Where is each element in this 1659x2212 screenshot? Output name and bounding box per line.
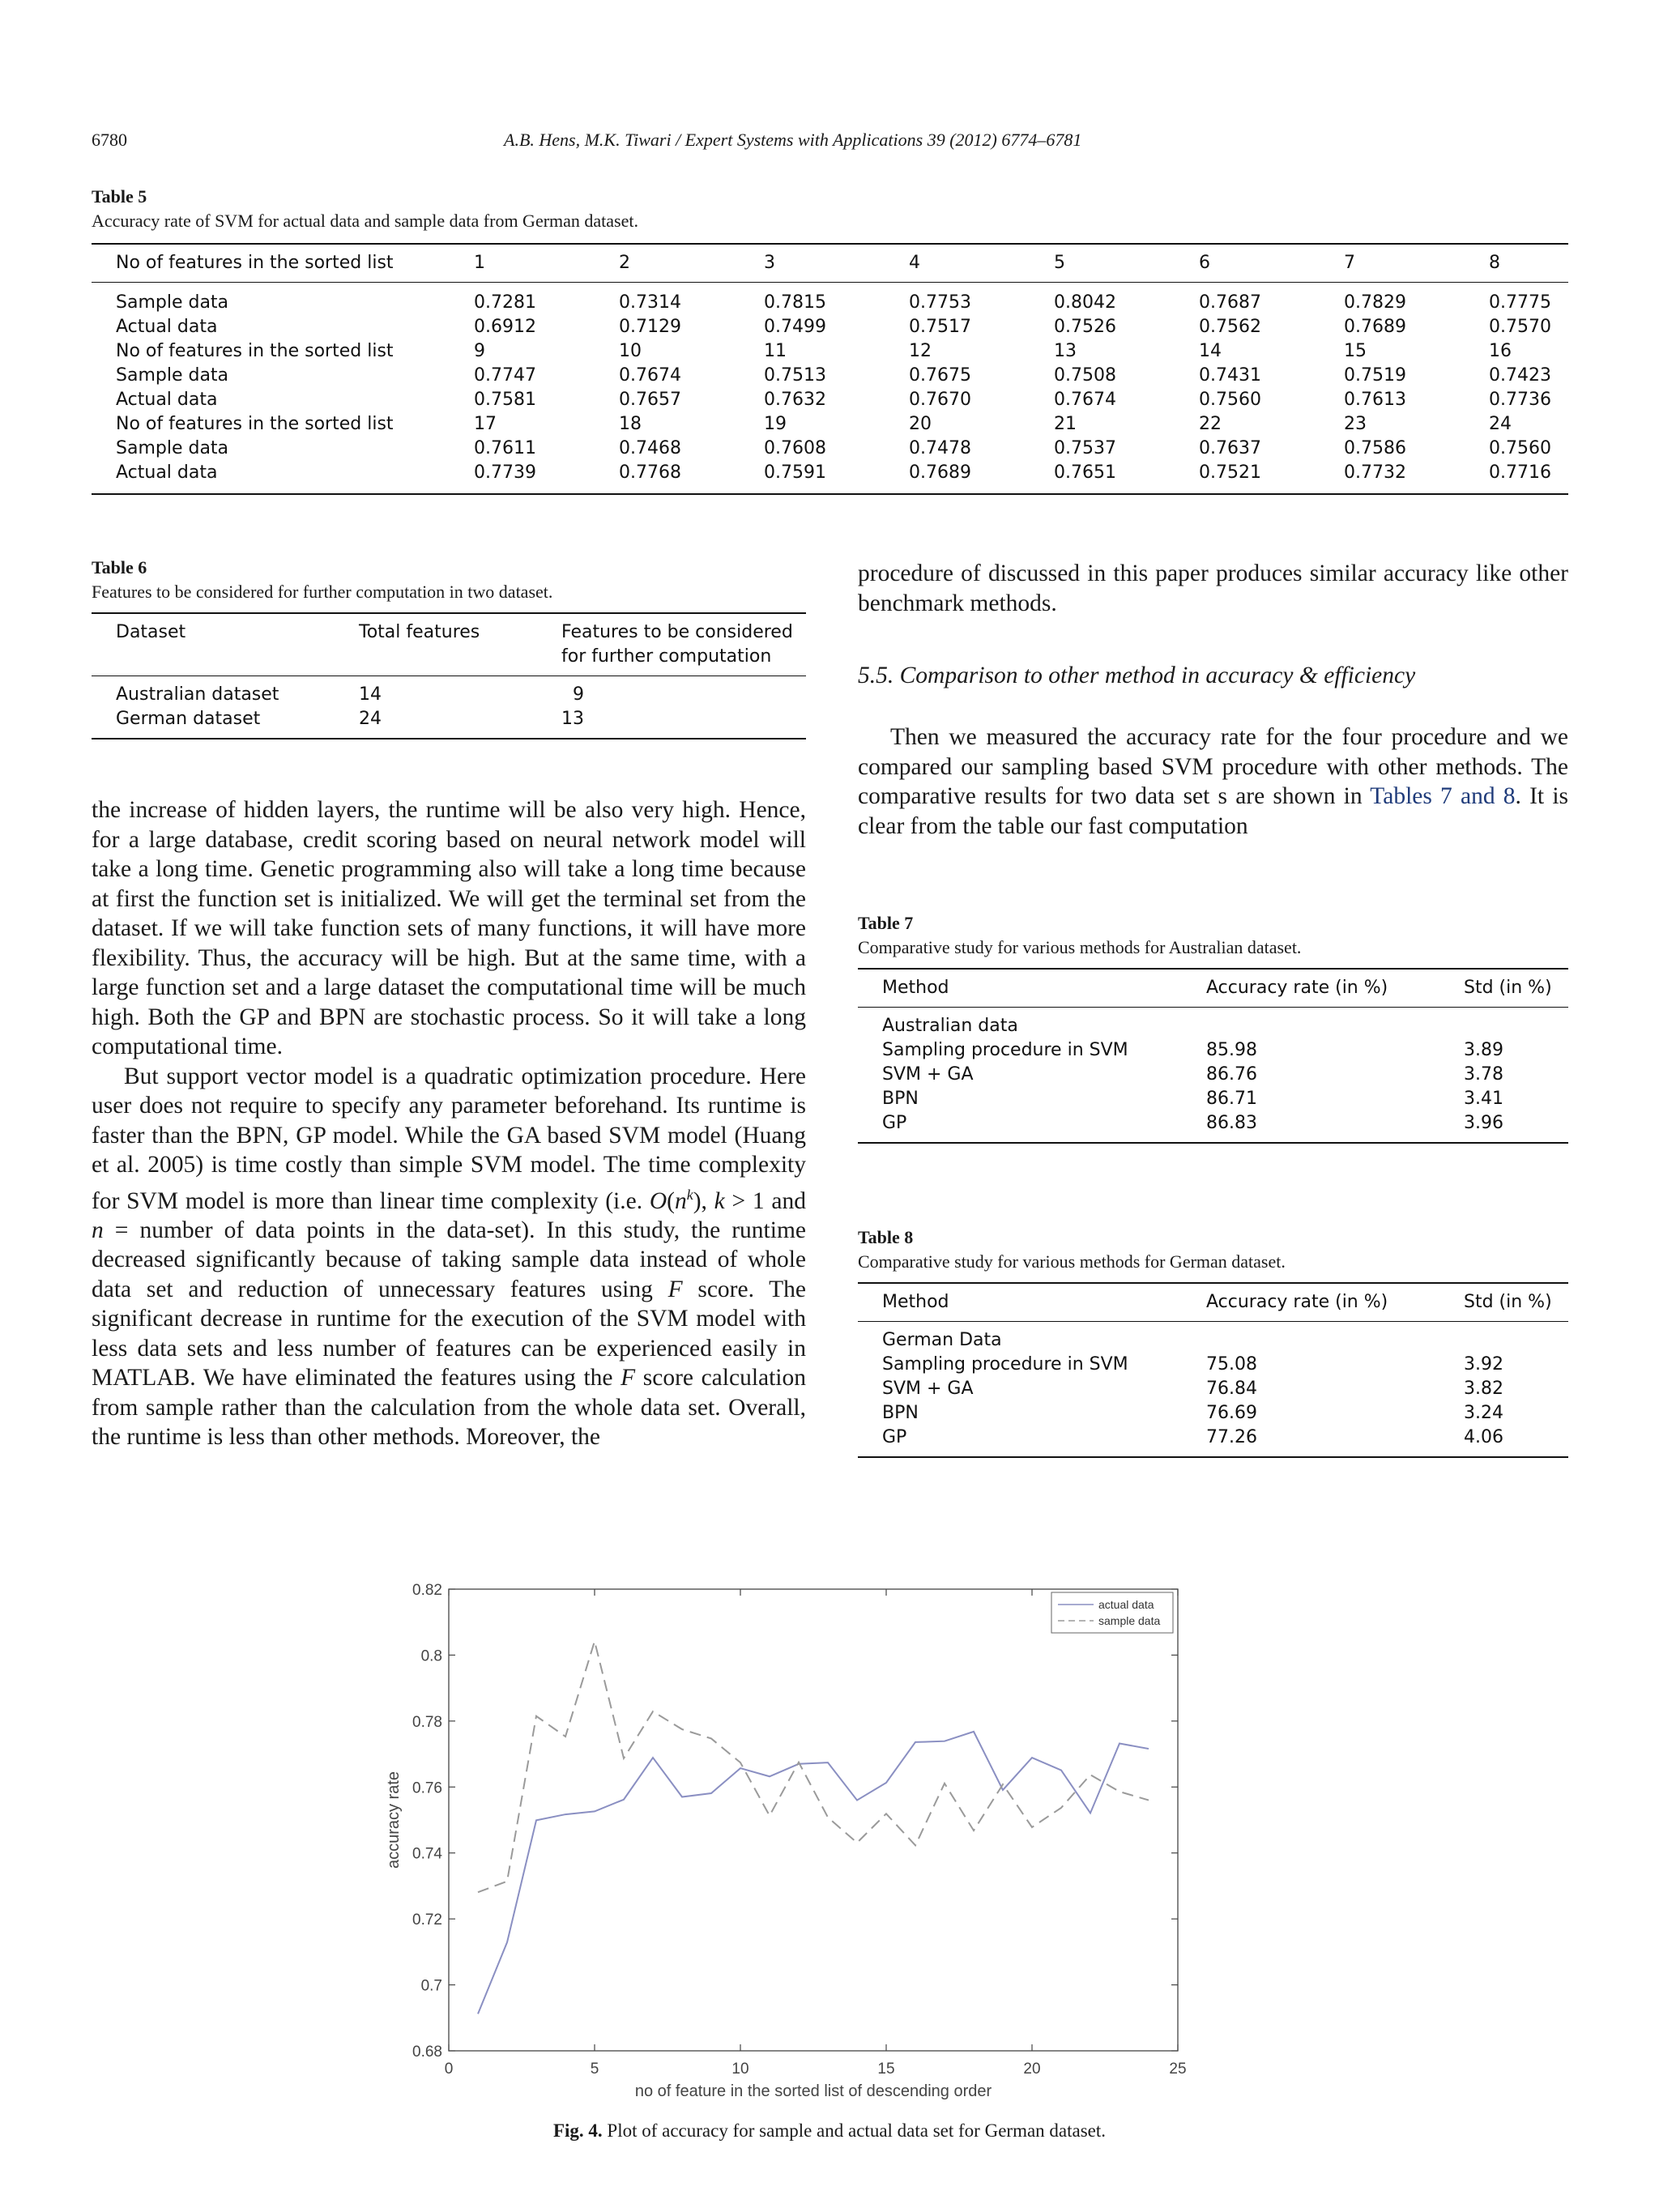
table5-cell: 0.7674 [1054, 390, 1116, 410]
table5-cell: 0.7670 [909, 390, 971, 410]
table8-cell: 77.26 [1206, 1427, 1257, 1447]
table5-cell: 0.7508 [1054, 365, 1116, 386]
x-tick-label: 25 [1169, 2061, 1187, 2078]
x-tick-label: 20 [1023, 2061, 1041, 2078]
table5-cell: 0.7753 [909, 292, 971, 313]
table5-header-row [92, 251, 1568, 275]
table-row [92, 707, 806, 731]
table5-cell: 0.7519 [1344, 365, 1406, 386]
table5-cell: 0.7129 [619, 317, 681, 337]
paragraph: Then we measured the accuracy rate for the four procedure and we compared our sampling based SVM procedure with other methods. The comparative results for two data set s are shown in Tables 7 and 8. It is clear from the table our fast computation [858, 724, 1568, 839]
table5-cell: 0.7689 [1344, 317, 1406, 337]
accuracy-line-chart [356, 1563, 1288, 2106]
table8-cell: GP [882, 1427, 907, 1447]
table5-cell: 0.7478 [909, 438, 971, 458]
paragraph: procedure of discussed in this paper produces similar accuracy like other benchmark methods. [858, 560, 1568, 616]
y-tick-label: 0.68 [412, 2044, 442, 2061]
paragraph: But support vector model is a quadratic optimization procedure. Here user does not require to specify any parameter beforehand. Its runtime is faster than the BPN, GP model. While the GA based SVM model (Huang et al. 2005) is time costly than simple SVM model. The time complexity for SVM model is more than linear time complexity (i.e. $O(n^k)$, k > 1 and n = number of data points in the data-set). In this study, the runtime decreased significantly because of taking sample data instead of whole data set and reduction of unnecessary features using F score. The significant decrease in runtime for the execution of the SVM model with less data sets and less number of features can be experienced easily in MATLAB. We have eliminated the features using the F score calculation from sample rather than the calculation from the whole data set. Overall, the runtime is less than other methods. Moreover, the [92, 1063, 806, 1451]
table5-cell: 0.7521 [1199, 462, 1261, 483]
figure-caption-text: Plot of accuracy for sample and actual data set for German dataset. [607, 2120, 1107, 2141]
table7-cell: GP [882, 1113, 907, 1133]
table-row [858, 1038, 1568, 1063]
chart-legend [1051, 1592, 1173, 1633]
table5-cell: 22 [1199, 414, 1222, 434]
table7 [858, 968, 1568, 1144]
table8-cell: 3.92 [1464, 1354, 1503, 1375]
table5-cell: 0.7570 [1489, 317, 1551, 337]
table5-cell: 0.7675 [909, 365, 971, 386]
table5-cell: 0.7513 [764, 365, 826, 386]
table5-cell: 0.7468 [619, 438, 681, 458]
table5-cell: 0.7499 [764, 317, 826, 337]
table7-cell: BPN [882, 1089, 919, 1109]
table6-cell: German dataset [116, 709, 261, 729]
table5-cell: 0.7687 [1199, 292, 1261, 313]
table5-cell: Actual data [116, 390, 218, 410]
table-row [92, 339, 1568, 364]
x-tick-label: 15 [877, 2061, 895, 2078]
table-row [92, 461, 1568, 485]
table8-cell: 4.06 [1464, 1427, 1503, 1447]
table7-caption: Comparative study for various methods for Australian dataset. [858, 937, 1302, 957]
table5-cell: 0.7747 [474, 365, 536, 386]
table8-cell: 75.08 [1206, 1354, 1257, 1375]
table5-cell: 0.7689 [909, 462, 971, 483]
x-tick-label: 5 [590, 2061, 599, 2078]
table5-cell: 0.7637 [1199, 438, 1261, 458]
table6-header-considered: Features to be considered for further computation [561, 622, 793, 667]
table5-cell: 0.8042 [1054, 292, 1116, 313]
table7-cell: 3.41 [1464, 1089, 1503, 1109]
table5-body [92, 291, 1568, 485]
table5-header-cell: No of features in the sorted list [116, 253, 394, 273]
table8-header-method: Method [882, 1292, 949, 1312]
table5-header-cell: 6 [1199, 253, 1210, 273]
table5-cell: 18 [619, 414, 642, 434]
page-number: 6780 [92, 130, 127, 150]
table6-label: Table 6 [92, 557, 147, 578]
table5-cell: 11 [764, 341, 787, 361]
table8-cell: 76.84 [1206, 1379, 1257, 1399]
y-tick-label: 0.7 [420, 1977, 442, 1995]
table5-header-cell: 7 [1344, 253, 1355, 273]
table5-cell: 0.7591 [764, 462, 826, 483]
table6 [92, 612, 806, 739]
table5-cell: 0.7768 [619, 462, 681, 483]
table5-cell: 0.7739 [474, 462, 536, 483]
table5-cell: 10 [619, 341, 642, 361]
legend-entry: actual data [1098, 1598, 1154, 1611]
table5-cell: 0.7281 [474, 292, 536, 313]
table8-cell: Sampling procedure in SVM [882, 1354, 1128, 1375]
table5-cell: 14 [1199, 341, 1222, 361]
table8-label: Table 8 [858, 1227, 914, 1247]
table7-cell: 85.98 [1206, 1040, 1257, 1060]
table5-cell: 0.7586 [1344, 438, 1406, 458]
plot-frame [449, 1589, 1178, 2051]
table5-cell: 0.7613 [1344, 390, 1406, 410]
table5-cell: Actual data [116, 317, 218, 337]
table5-cell: 0.7608 [764, 438, 826, 458]
table5-cell: 12 [909, 341, 932, 361]
table-row [92, 291, 1568, 315]
table6-caption-block [92, 556, 552, 604]
table5-cell: 0.7829 [1344, 292, 1406, 313]
y-tick-label: 0.8 [420, 1647, 442, 1665]
table5-header-cell: 3 [764, 253, 775, 273]
chart-axes [385, 1582, 1187, 2100]
table5-cell: 0.7537 [1054, 438, 1116, 458]
table5-cell: 21 [1054, 414, 1077, 434]
table5-header-cell: 2 [619, 253, 630, 273]
table5-cell: 0.7562 [1199, 317, 1261, 337]
right-column-text [858, 722, 1568, 841]
table6-cell: 9 [573, 684, 584, 705]
legend-entry: sample data [1098, 1614, 1161, 1627]
table6-cell: 14 [359, 684, 382, 705]
table8-header-accuracy: Accuracy rate (in %) [1206, 1292, 1388, 1312]
right-column-text-top [858, 559, 1568, 618]
table5-cell: 0.7431 [1199, 365, 1261, 386]
table5-cell: 0.7815 [764, 292, 826, 313]
y-tick-label: 0.82 [412, 1582, 442, 1599]
table-row [92, 388, 1568, 412]
table8-cell: 76.69 [1206, 1403, 1257, 1423]
table6-cell: 13 [561, 709, 584, 729]
table7-cell: Sampling procedure in SVM [882, 1040, 1128, 1060]
y-tick-label: 0.76 [412, 1779, 442, 1797]
table5-cell: 0.7632 [764, 390, 826, 410]
table5-cell: 0.7732 [1344, 462, 1406, 483]
table5-cell: 19 [764, 414, 787, 434]
table-row [858, 1401, 1568, 1426]
x-axis-label: no of feature in the sorted list of descending order [634, 2082, 992, 2100]
table5-cell: 16 [1489, 341, 1512, 361]
running-header-citation: A.B. Hens, M.K. Tiwari / Expert Systems with Applications 39 (2012) 6774–6781 [504, 130, 1082, 150]
table8-caption: Comparative study for various methods for German dataset. [858, 1251, 1286, 1272]
table5-cell: 20 [909, 414, 932, 434]
table7-cell: SVM + GA [882, 1064, 974, 1085]
y-tick-label: 0.74 [412, 1845, 442, 1863]
table7-body [858, 1014, 1568, 1136]
table7-cell: 3.96 [1464, 1113, 1503, 1133]
table5-cell: 23 [1344, 414, 1367, 434]
table5-cell: 0.7657 [619, 390, 681, 410]
table5-header-cell: 8 [1489, 253, 1500, 273]
table8 [858, 1282, 1568, 1458]
table5-cell: 0.7611 [474, 438, 536, 458]
table5-cell: 0.7560 [1489, 438, 1551, 458]
table5-cell: Sample data [116, 438, 229, 458]
table5-cell: 9 [474, 341, 485, 361]
table5-header-cell: 1 [474, 253, 485, 273]
x-tick-label: 0 [444, 2061, 454, 2078]
table8-cell: 3.24 [1464, 1403, 1503, 1423]
table5-cell: Actual data [116, 462, 218, 483]
table8-cell: SVM + GA [882, 1379, 974, 1399]
table7-cell: 86.71 [1206, 1089, 1257, 1109]
table5-cell: 24 [1489, 414, 1512, 434]
table5-cell: Sample data [116, 365, 229, 386]
table-row [858, 1377, 1568, 1401]
table5-cell: 0.7423 [1489, 365, 1551, 386]
table5-cell: No of features in the sorted list [116, 414, 394, 434]
table7-label: Table 7 [858, 913, 914, 933]
table6-caption: Features to be considered for further computation in two dataset. [92, 582, 553, 602]
table7-caption-block [858, 911, 1301, 960]
table6-header-total: Total features [359, 622, 480, 642]
table5-caption-block [92, 185, 638, 233]
table5-cell: 0.7775 [1489, 292, 1551, 313]
figure-label: Fig. 4. [552, 2120, 603, 2141]
table5-header-cell: 4 [909, 253, 920, 273]
table5 [92, 243, 1568, 495]
table7-cell: 3.89 [1464, 1040, 1503, 1060]
table6-cell: Australian dataset [116, 684, 279, 705]
table-row [92, 364, 1568, 388]
table7-cell: 86.83 [1206, 1113, 1257, 1133]
table5-header-cell: 5 [1054, 253, 1065, 273]
figure-caption [0, 2120, 1659, 2142]
y-tick-label: 0.78 [412, 1713, 442, 1731]
table5-cell: 0.7674 [619, 365, 681, 386]
table5-cell: 13 [1054, 341, 1077, 361]
left-column-text [92, 795, 806, 1452]
table5-caption: Accuracy rate of SVM for actual data and sample data from German dataset. [92, 211, 638, 231]
table5-cell: 15 [1344, 341, 1367, 361]
y-axis-label: accuracy rate [385, 1771, 403, 1869]
table-row [858, 1426, 1568, 1450]
table-row [92, 437, 1568, 461]
table8-header-std: Std (in %) [1464, 1292, 1552, 1312]
table-row [858, 1063, 1568, 1087]
table-row [92, 683, 806, 707]
x-tick-label: 10 [731, 2061, 749, 2078]
table5-cell: 0.7314 [619, 292, 681, 313]
table-row [858, 1111, 1568, 1136]
table7-header-accuracy: Accuracy rate (in %) [1206, 978, 1388, 998]
table8-body [858, 1328, 1568, 1450]
table5-cell: 0.7651 [1054, 462, 1116, 483]
table5-cell: 0.7517 [909, 317, 971, 337]
table7-cell: 86.76 [1206, 1064, 1257, 1085]
table-group-row [858, 1328, 1568, 1353]
table7-header-method: Method [882, 978, 949, 998]
table5-cell: 0.7526 [1054, 317, 1116, 337]
table8-caption-block [858, 1225, 1286, 1274]
table5-cell: Sample data [116, 292, 229, 313]
group-label: Australian data [882, 1016, 1018, 1036]
section-heading: 5.5. Comparison to other method in accuracy & efficiency [858, 663, 1416, 688]
table5-cell: 0.7736 [1489, 390, 1551, 410]
y-tick-label: 0.72 [412, 1912, 442, 1929]
table-row [92, 315, 1568, 339]
table-reference-link[interactable]: Tables 7 and 8 [1370, 783, 1516, 809]
table-row [858, 1087, 1568, 1111]
paragraph: the increase of hidden layers, the runtime will be also very high. Hence, for a large database, credit scoring based on neural network model will take a long time. Genetic programming also will take a long time because at first the function set is initialized. We will get the terminal set from the dataset. If we will take function sets of many functions, it will have more flexibility. Thus, the accuracy will be high. But at the same time, with a large function set and a large dataset the computational time will be much high. Both the GP and BPN are stochastic process. So it will take a long computational time. [92, 797, 806, 1059]
table7-header-std: Std (in %) [1464, 978, 1552, 998]
table5-cell: 0.7716 [1489, 462, 1551, 483]
table5-cell: No of features in the sorted list [116, 341, 394, 361]
group-label: German Data [882, 1330, 1002, 1350]
table6-header-dataset: Dataset [116, 622, 186, 642]
table5-cell: 17 [474, 414, 497, 434]
table5-cell: 0.6912 [474, 317, 536, 337]
table6-cell: 24 [359, 709, 382, 729]
table-group-row [858, 1014, 1568, 1038]
table-row [92, 412, 1568, 437]
table8-cell: 3.82 [1464, 1379, 1503, 1399]
table5-label: Table 5 [92, 186, 147, 207]
table5-cell: 0.7581 [474, 390, 536, 410]
table-row [858, 1353, 1568, 1377]
table8-cell: BPN [882, 1403, 919, 1423]
table5-cell: 0.7560 [1199, 390, 1261, 410]
table7-cell: 3.78 [1464, 1064, 1503, 1085]
